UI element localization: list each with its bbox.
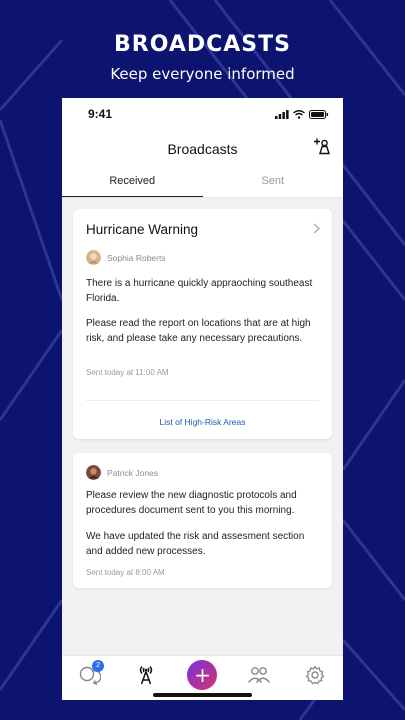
tab-messages[interactable] [75, 662, 105, 688]
people-icon [247, 666, 271, 684]
broadcast-feed [62, 198, 343, 588]
battery-icon [309, 110, 329, 119]
unread-badge: 2 [92, 660, 104, 672]
page-title: Broadcasts [167, 141, 238, 157]
message-paragraph: We have updated the risk and assesment section and added new processes. [86, 531, 305, 557]
hero-title: BROADCASTS [114, 32, 291, 57]
tab-divider [62, 197, 343, 198]
sender-name: Sophia Roberts [107, 252, 166, 263]
status-bar [62, 98, 343, 130]
tab-broadcasts[interactable] [131, 662, 161, 688]
chevron-right-icon[interactable] [313, 223, 320, 234]
wifi-icon [293, 110, 305, 119]
tab-new-broadcast[interactable] [187, 662, 217, 688]
broadcast-card[interactable] [73, 453, 332, 588]
broadcast-tower-icon [136, 665, 156, 685]
message-paragraph: Please review the new diagnostic protocols and procedures document sent to you this morning. [86, 490, 297, 516]
avatar [86, 465, 101, 480]
message-paragraph: There is a hurricane quickly appraoching southeast Florida. [86, 278, 313, 304]
tab-bar-top [62, 168, 343, 198]
broadcast-title: Hurricane Warning [86, 222, 199, 237]
home-indicator [153, 693, 252, 697]
tab-settings[interactable] [300, 662, 330, 688]
sent-timestamp: Sent today at 11:00 AM [86, 368, 169, 377]
card-divider [86, 400, 319, 401]
tab-sent[interactable]: Sent [261, 175, 285, 187]
nav-header [62, 130, 343, 168]
plus-icon: + [187, 660, 217, 690]
signal-icon [275, 110, 289, 119]
status-icons [275, 110, 329, 119]
broadcast-card[interactable] [73, 209, 332, 439]
hero-subtitle: Keep everyone informed [110, 65, 295, 83]
sender-row [86, 250, 166, 265]
status-time: 9:41 [88, 107, 113, 121]
gear-icon [305, 665, 325, 685]
phone-screen [62, 98, 343, 700]
sender-row [86, 465, 158, 480]
sender-name: Patrick Jones [107, 467, 159, 478]
add-user-icon[interactable] [313, 137, 331, 155]
avatar [86, 250, 101, 265]
message-paragraph: Please read the report on locations that are at high risk, and please take any necessary precautions. [86, 318, 311, 344]
tab-people[interactable] [244, 662, 274, 688]
sent-timestamp: Sent today at 8:00 AM [86, 568, 165, 577]
high-risk-areas-link[interactable]: List of High-Risk Areas [159, 417, 246, 427]
tab-received[interactable]: Received [62, 168, 203, 198]
